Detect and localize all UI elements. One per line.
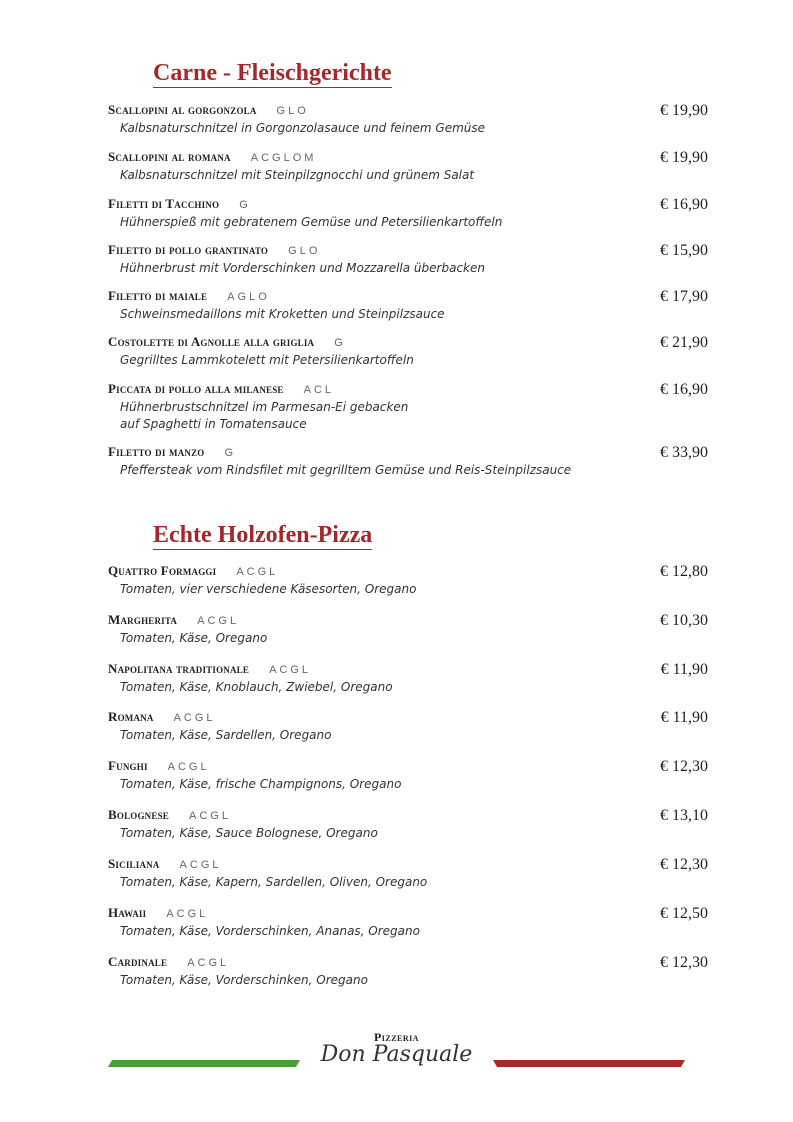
item-description: Tomaten, Käse, Knoblauch, Zwiebel, Oregano — [120, 680, 393, 694]
menu-item — [108, 709, 708, 744]
menu-item — [108, 954, 708, 989]
footer-brand-name: Don Pasquale — [320, 1042, 473, 1067]
item-name: Scallopini al romana — [108, 149, 231, 164]
menu-item — [108, 149, 708, 184]
item-price: € 19,90 — [660, 102, 708, 119]
section-title-carne: Carne - Fleischgerichte — [153, 60, 392, 86]
item-allergens: ACGL — [166, 908, 209, 920]
item-allergens: G — [224, 447, 237, 459]
menu-item — [108, 807, 708, 842]
item-price: € 21,90 — [660, 334, 708, 351]
item-price: € 10,30 — [660, 612, 708, 629]
item-price: € 11,90 — [660, 709, 708, 726]
item-price: € 15,90 — [660, 242, 708, 259]
item-name: Filetto di manzo — [108, 444, 205, 459]
menu-item — [108, 334, 708, 369]
menu-item — [108, 196, 708, 231]
item-description: Hühnerbrustschnitzel im Parmesan-Ei gebacken auf Spaghetti in Tomatensauce — [120, 400, 409, 431]
item-allergens: GLO — [276, 105, 309, 117]
menu-item — [108, 661, 708, 696]
item-price: € 17,90 — [660, 288, 708, 305]
menu-item — [108, 612, 708, 647]
item-allergens: AGLO — [227, 291, 270, 303]
item-name: Piccata di pollo alla milanese — [108, 381, 284, 396]
item-price: € 13,10 — [660, 807, 708, 824]
item-allergens: ACGL — [187, 957, 230, 969]
item-name: Filetto di pollo grantinato — [108, 242, 269, 257]
item-name: Romana — [108, 709, 154, 724]
item-price: € 12,50 — [660, 905, 708, 922]
item-name: Hawaii — [108, 905, 147, 920]
item-name: Costolette di Agnolle alla griglia — [108, 334, 315, 349]
menu-item — [108, 905, 708, 940]
menu-item — [108, 856, 708, 891]
item-price: € 33,90 — [660, 444, 708, 461]
item-description: Gegrilltes Lammkotelett mit Petersilienkartoffeln — [120, 353, 414, 367]
item-price: € 12,30 — [660, 954, 708, 971]
item-allergens: ACGL — [179, 859, 222, 871]
menu-item — [108, 242, 708, 277]
item-description: Pfeffersteak vom Rindsfilet mit gegrilltem Gemüse und Reis-Steinpilzsauce — [120, 463, 572, 477]
item-name: Bolognese — [108, 807, 169, 822]
menu-item — [108, 288, 708, 323]
item-name: Filetti di Tacchino — [108, 196, 220, 211]
item-description: Tomaten, Käse, Oregano — [120, 631, 268, 645]
item-allergens: ACL — [303, 384, 335, 396]
item-description: Tomaten, Käse, Vorderschinken, Ananas, Oregano — [120, 924, 420, 938]
item-allergens: ACGL — [167, 761, 210, 773]
item-allergens: ACGLOM — [250, 152, 317, 164]
item-allergens: ACGL — [189, 810, 231, 822]
section-title-pizza: Echte Holzofen-Pizza — [153, 522, 373, 548]
item-price: € 19,90 — [660, 149, 708, 166]
item-allergens: G — [239, 199, 251, 211]
menu-item — [108, 102, 708, 137]
item-description: Tomaten, vier verschiedene Käsesorten, Oregano — [120, 582, 417, 596]
item-price: € 11,90 — [660, 661, 708, 678]
menu-item — [108, 381, 708, 432]
item-description: Tomaten, Käse, frische Champignons, Oregano — [120, 777, 402, 791]
menu-item — [108, 444, 708, 479]
item-allergens: G — [334, 337, 346, 349]
item-description: Schweinsmedaillons mit Kroketten und Steinpilzsauce — [120, 307, 445, 321]
item-allergens: ACGL — [269, 664, 312, 676]
item-price: € 12,80 — [660, 563, 708, 580]
footer-logo — [0, 1028, 793, 1088]
item-name: Scallopini al gorgonzola — [108, 102, 257, 117]
item-description: Tomaten, Käse, Vorderschinken, Oregano — [120, 973, 368, 987]
item-description: Hühnerspieß mit gebratenem Gemüse und Petersilienkartoffeln — [120, 215, 503, 229]
item-name: Siciliana — [108, 856, 160, 871]
item-name: Napolitana traditionale — [108, 661, 250, 676]
item-name: Filetto di maiale — [108, 288, 208, 303]
item-allergens: ACGL — [236, 566, 279, 578]
item-name: Margherita — [108, 612, 178, 627]
item-allergens: ACGL — [173, 712, 216, 724]
item-description: Kalbsnaturschnitzel mit Steinpilzgnocchi und grünem Salat — [120, 168, 475, 182]
item-name: Funghi — [108, 758, 148, 773]
red-stripe-shape — [493, 1060, 685, 1067]
item-description: Tomaten, Käse, Kapern, Sardellen, Oliven, Oregano — [120, 875, 428, 889]
item-allergens: GLO — [288, 245, 321, 257]
item-price: € 12,30 — [660, 758, 708, 775]
item-description: Tomaten, Käse, Sauce Bolognese, Oregano — [120, 826, 378, 840]
item-price: € 16,90 — [660, 196, 708, 213]
menu-item — [108, 758, 708, 793]
item-price: € 12,30 — [660, 856, 708, 873]
item-description: Kalbsnaturschnitzel in Gorgonzolasauce und feinem Gemüse — [120, 121, 486, 135]
item-allergens: ACGL — [197, 615, 240, 627]
footer-pizzeria-label: Pizzeria — [373, 1030, 420, 1044]
green-stripe — [108, 1060, 300, 1067]
menu-item — [108, 563, 708, 598]
item-description: Tomaten, Käse, Sardellen, Oregano — [120, 728, 332, 742]
green-stripe-shape — [108, 1060, 300, 1067]
item-name: Quattro Formaggi — [108, 563, 217, 578]
item-description: Hühnerbrust mit Vorderschinken und Mozzarella überbacken — [120, 261, 485, 275]
item-price: € 16,90 — [660, 381, 708, 398]
item-name: Cardinale — [108, 954, 168, 969]
red-stripe — [493, 1060, 685, 1067]
